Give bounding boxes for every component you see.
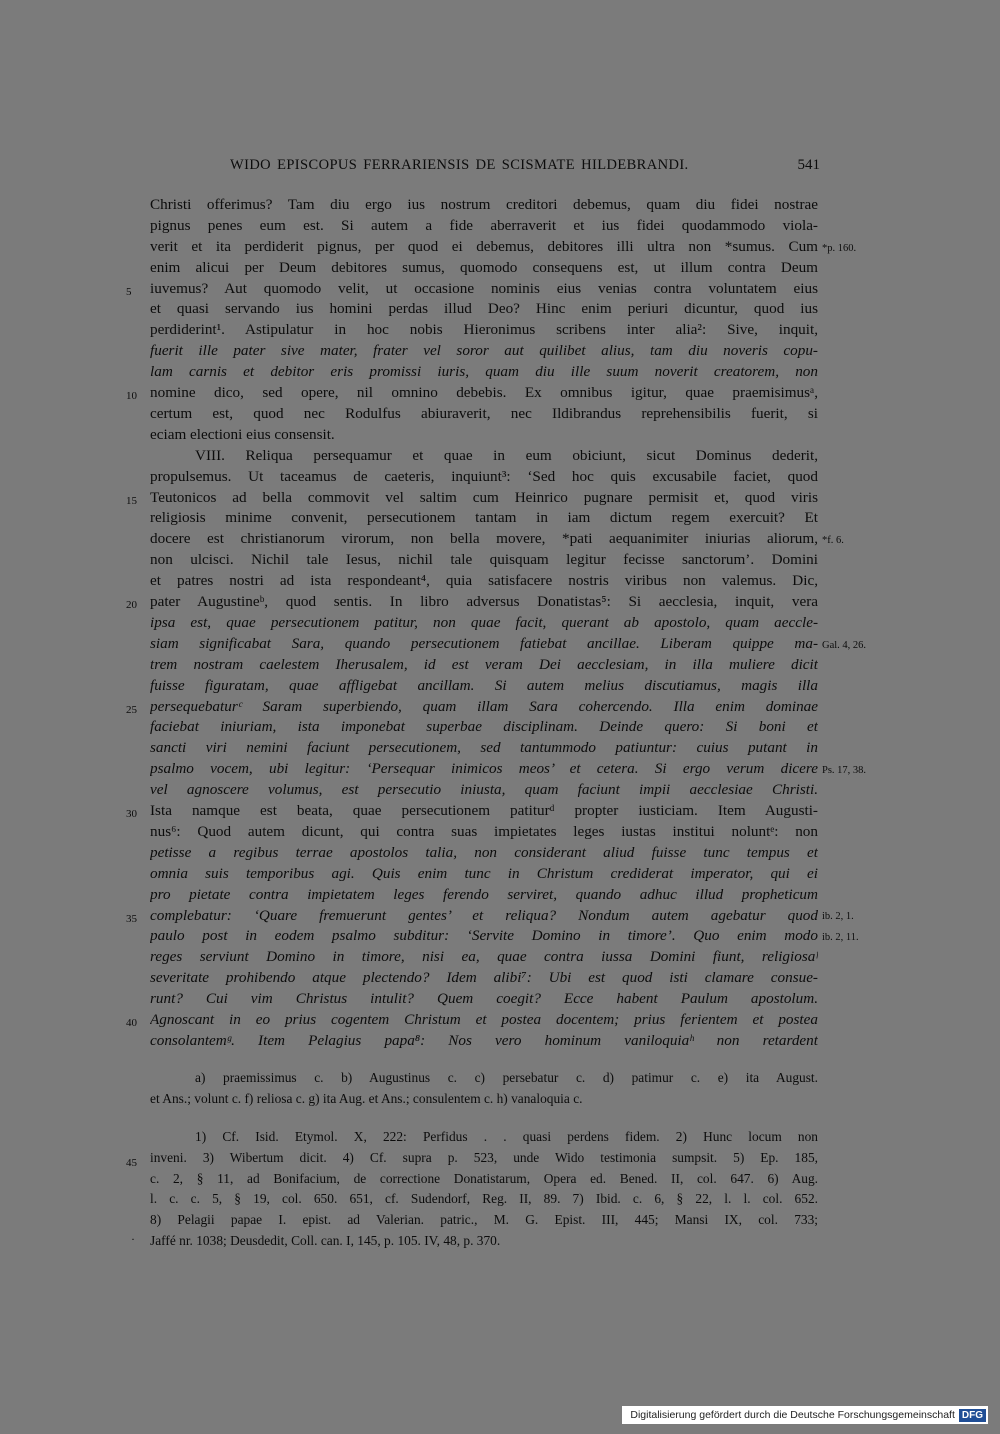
dfg-logo: DFG [959, 1409, 986, 1422]
text-line: lam carnis et debitor eris promissi iuris, quam diu ille suum noverit creatorem, non [150, 363, 818, 380]
footnote-line: 1) Cf. Isid. Etymol. X, 222: Perfidus . . quasi perdens fidem. 2) Hunc locum non [195, 1129, 818, 1144]
text-line: et quasi servando ius homini perdas illud Deo? Hinc enim periuri dicuntur, quod ius [150, 300, 818, 317]
text-line: Christi offerimus? Tam diu ergo ius nostrum creditori debemus, quam diu fidei nostrae [150, 196, 818, 213]
line-number: 25 [126, 704, 137, 716]
text-line: nus⁶: Quod autem dicunt, qui contra suas impietates leges iustas institui noluntᵉ: non [150, 823, 818, 840]
text-line: propulsemus. Ut taceamus de caeteris, inquiunt³: ‘Sed hoc quis excusabile faciet, quod [150, 468, 818, 485]
margin-note: Ps. 17, 38. [822, 765, 867, 776]
text-line: eciam electioni eius consensit. [150, 426, 335, 443]
text-line: ipsa est, quae persecutionem patitur, non quae facit, querant ab apostolo, quam aeccle- [150, 614, 818, 631]
footnote-line: l. c. c. 5, § 19, col. 650. 651, cf. Sudendorf, Reg. II, 89. 7) Ibid. c. 6, § 22, l. l. col. 652. [150, 1191, 818, 1206]
text-line: trem nostram caelestem Iherusalem, id est veram Dei aecclesiam, in illa muliere dicit [150, 656, 818, 673]
apparatus-line: et Ans.; volunt c. f) reliosa c. g) ita Aug. et Ans.; consulentem c. h) vanaloquia c. [150, 1091, 583, 1106]
text-line: religiosis minime convenit, persecutionem tantam in iam dictum regem exercuit? Et [150, 509, 818, 526]
text-line: runt? Cui vim Christus intulit? Quem coegit? Ecce habent Paulum apostolum. [150, 990, 818, 1007]
footer-banner [622, 1406, 988, 1424]
text-line: Ista namque est beata, quae persecutionem patiturᵈ propter iusticiam. Item Augusti- [150, 802, 818, 819]
line-number: 45 [126, 1157, 137, 1169]
text-line: perdiderint¹. Astipulatur in hoc nobis Hieronimus scribens inter alia²: Sive, inquit, [150, 321, 818, 338]
text-line: faciebat iniuriam, ista imponebat superbae disciplinam. Deinde quero: Si boni et [150, 718, 818, 735]
text-line: paulo post in eodem psalmo subditur: ‘Servite Domino in timore’. Quo enim modo [150, 927, 818, 944]
text-line: pater Augustineᵇ, quod sentis. In libro adversus Donatistas⁵: Si aecclesia, inquit, vera [150, 593, 818, 610]
margin-note: ib. 2, 11. [822, 932, 859, 943]
footer-text: Digitalisierung gefördert durch die Deutsche Forschungsgemeinschaft [630, 1409, 955, 1421]
text-line: et patres nostri ad ista respondeant⁴, quia satisfacere nostris viribus non valemus. Dic, [150, 572, 818, 589]
apparatus-line: a) praemissimus c. b) Augustinus c. c) persebatur c. d) patimur c. e) ita August. [195, 1070, 818, 1085]
text-line: nomine dico, sed opere, nil omnino debebis. Ex omnibus igitur, quae praemisimusᵃ, [150, 384, 818, 401]
text-line: docere est christianorum virorum, non bella movere, *pati aequanimiter iniurias aliorum, [150, 530, 818, 547]
line-number: 35 [126, 913, 137, 925]
line-number: 10 [126, 390, 137, 402]
text-line: certum est, quod nec Rodulfus abiuraverit, nec Ildibrandus reprehensibilis fuerit, si [150, 405, 818, 422]
text-line: reges serviunt Domino in timore, nisi ea, quae contra iussa Domini fiunt, religiosaᶠ [150, 948, 818, 965]
line-number: 30 [126, 808, 137, 820]
margin-note: ib. 2, 1. [822, 911, 854, 922]
scan-speck: · [131, 1232, 135, 1246]
margin-note: *p. 160. [822, 243, 857, 254]
line-number: 20 [126, 599, 137, 611]
text-line: pro pietate contra impietatem leges ferendo serviret, quando adhuc illud propheticum [150, 886, 818, 903]
text-line: sancti viri nemini faciunt persecutionem, sed tantummodo patiuntur: cuius putant in [150, 739, 818, 756]
text-line: pignus penes eum est. Si autem a fide aberraverit et ius fidei quodammodo viola- [150, 217, 818, 234]
text-line: Agnoscant in eo prius cogentem Christum et postea docentem; prius ferientem et postea [150, 1011, 818, 1028]
running-title: WIDO EPISCOPUS FERRARIENSIS DE SCISMATE HILDEBRANDI. [230, 157, 689, 173]
text-line: fuerit ille pater sive mater, frater vel soror aut quilibet alius, tam diu noveris copu- [150, 342, 818, 359]
running-header [150, 157, 820, 179]
text-line: severitate prohibendo atque plectendo? Idem alibi⁷: Ubi est quod isti clamare consue- [150, 969, 818, 986]
footnote-line: Jaffé nr. 1038; Deusdedit, Coll. can. I, 145, p. 105. IV, 48, p. 370. [150, 1233, 501, 1248]
page-number: 541 [797, 157, 820, 173]
text-line: enim alicui per Deum debitores sumus, quomodo consequens est, ut illum contra Deum [150, 259, 818, 276]
text-line: vel agnoscere volumus, est persecutio iniusta, quam faciunt impii aecclesiae Christi. [150, 781, 818, 798]
text-line: siam significabat Sara, quando persecutionem fatiebat ancillae. Liberam quippe ma- [150, 635, 818, 652]
text-line: omnia suis temporibus agi. Quis enim tunc in Christum crediderat imperator, qui ei [150, 865, 818, 882]
text-line: fuisse figuratam, quae affligebat ancillam. Si autem melius discutiamus, magis illa [150, 677, 818, 694]
text-line: persequebaturᶜ Saram superbiendo, quam illam Sara cohercendo. Illa enim dominae [150, 698, 818, 715]
text-line: petisse a regibus terrae apostolos talia, non considerant aliud fuisse tunc tempus et [150, 844, 818, 861]
margin-note: Gal. 4, 26. [822, 640, 867, 651]
footnote-line: inveni. 3) Wibertum dicit. 4) Cf. supra p. 523, unde Wido testimonia sumpsit. 5) Ep. 185, [150, 1150, 818, 1165]
text-line: non ulcisci. Nichil tale Iesus, nichil tale quisquam legitur fecisse sanctorum’. Domini [150, 551, 818, 568]
line-number: 40 [126, 1017, 137, 1029]
text-line: psalmo vocem, ubi legitur: ‘Persequar inimicos meos’ et cetera. Si ergo verum dicere [150, 760, 818, 777]
text-line: iuvemus? Aut quomodo velit, ut occasione nominis eius venias contra voluntatem eius [150, 280, 818, 297]
text-line: verit et ita perdiderit pignus, per quod ei debemus, debitores illi ultra non *sumus. Cum [150, 238, 818, 255]
footnote-line: c. 2, § 11, ad Bonifacium, de correctione Donatistarum, Opera ed. Bened. II, col. 647. 6) Aug. [150, 1171, 818, 1186]
line-number: 5 [126, 286, 132, 298]
text-line: Teutonicos ad bella commovit vel saltim cum Heinrico pugnare permisit et, quod viris [150, 489, 818, 506]
text-line: consolantemᵍ. Item Pelagius papa⁸: Nos vero hominum vaniloquiaʰ non retardent [150, 1032, 818, 1049]
footnote-line: 8) Pelagii papae I. epist. ad Valerian. patric., M. G. Epist. III, 445; Mansi IX, col. 733; [150, 1212, 818, 1227]
line-number: 15 [126, 495, 137, 507]
text-line: complebatur: ‘Quare fremuerunt gentes’ et reliqua? Nondum autem agebatur quod [150, 907, 818, 924]
margin-note: *f. 6. [822, 535, 844, 546]
section-start-line: VIII. Reliqua persequamur et quae in eum obiciunt, sicut Dominus dederit, [195, 447, 818, 464]
